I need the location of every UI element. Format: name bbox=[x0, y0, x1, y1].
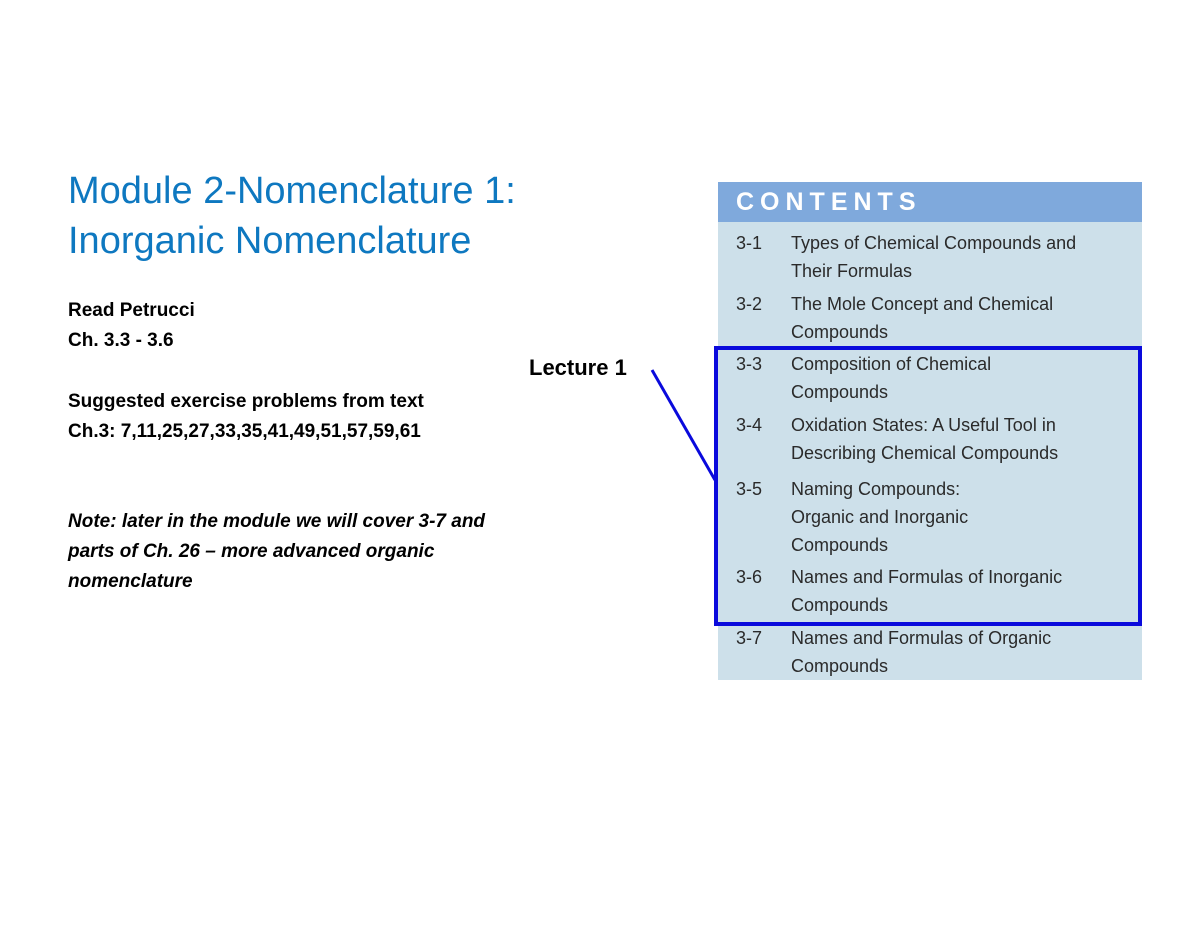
contents-item-number: 3-5 bbox=[736, 479, 763, 499]
contents-item-title-line: Oxidation States: A Useful Tool in bbox=[791, 415, 1056, 435]
contents-item-number: 3-1 bbox=[736, 233, 763, 253]
contents-item-title-line: Compounds bbox=[791, 382, 889, 402]
contents-item-title-line: Naming Compounds: bbox=[791, 479, 961, 499]
contents-header: CONTENTS bbox=[718, 182, 1142, 222]
contents-item-title-line: Names and Formulas of Inorganic bbox=[791, 567, 1063, 587]
contents-item-title-line: Composition of Chemical bbox=[791, 354, 992, 374]
contents-item-title-line: Their Formulas bbox=[791, 261, 913, 281]
contents-item-title-line: Organic and Inorganic bbox=[791, 507, 969, 527]
contents-item-title-line: Compounds bbox=[791, 535, 889, 555]
contents-item-title-line: Compounds bbox=[791, 595, 889, 615]
lecture-highlight-box bbox=[714, 346, 1142, 626]
note-line-3: nomenclature bbox=[68, 571, 193, 592]
contents-item-title-line: Types of Chemical Compounds and bbox=[791, 233, 1077, 253]
lecture-label: Lecture 1 bbox=[529, 355, 627, 380]
contents-item-title-line: The Mole Concept and Chemical bbox=[791, 294, 1054, 314]
title-line-2: Inorganic Nomenclature bbox=[68, 220, 472, 262]
contents-item-number: 3-6 bbox=[736, 567, 763, 587]
title-line-1: Module 2-Nomenclature 1: bbox=[68, 170, 516, 212]
reading-assignment bbox=[68, 296, 195, 356]
contents-item-title-line: Names and Formulas of Organic bbox=[791, 628, 1052, 648]
contents-item-title bbox=[791, 229, 1136, 285]
page-title bbox=[68, 166, 516, 266]
exercise-line-1: Suggested exercise problems from text bbox=[68, 391, 424, 412]
contents-item-number: 3-3 bbox=[736, 354, 763, 374]
exercise-line-2: Ch.3: 7,11,25,27,33,35,41,49,51,57,59,61 bbox=[68, 421, 421, 442]
contents-item-number: 3-4 bbox=[736, 415, 763, 435]
note-line-1: Note: later in the module we will cover 3-7 and bbox=[68, 511, 486, 532]
contents-item-title-line: Describing Chemical Compounds bbox=[791, 443, 1059, 463]
module-note bbox=[68, 507, 485, 597]
contents-item-number: 3-2 bbox=[736, 294, 763, 314]
contents-item-title-line: Compounds bbox=[791, 322, 889, 342]
contents-item-number: 3-7 bbox=[736, 628, 763, 648]
contents-item-title bbox=[791, 290, 1136, 346]
exercise-list bbox=[68, 387, 424, 447]
contents-item-title-line: Compounds bbox=[791, 656, 889, 676]
reading-line-1: Read Petrucci bbox=[68, 300, 195, 321]
connector-line bbox=[652, 370, 715, 480]
reading-line-2: Ch. 3.3 - 3.6 bbox=[68, 330, 174, 351]
contents-item-title bbox=[791, 624, 1136, 680]
note-line-2: parts of Ch. 26 – more advanced organic bbox=[68, 541, 435, 562]
